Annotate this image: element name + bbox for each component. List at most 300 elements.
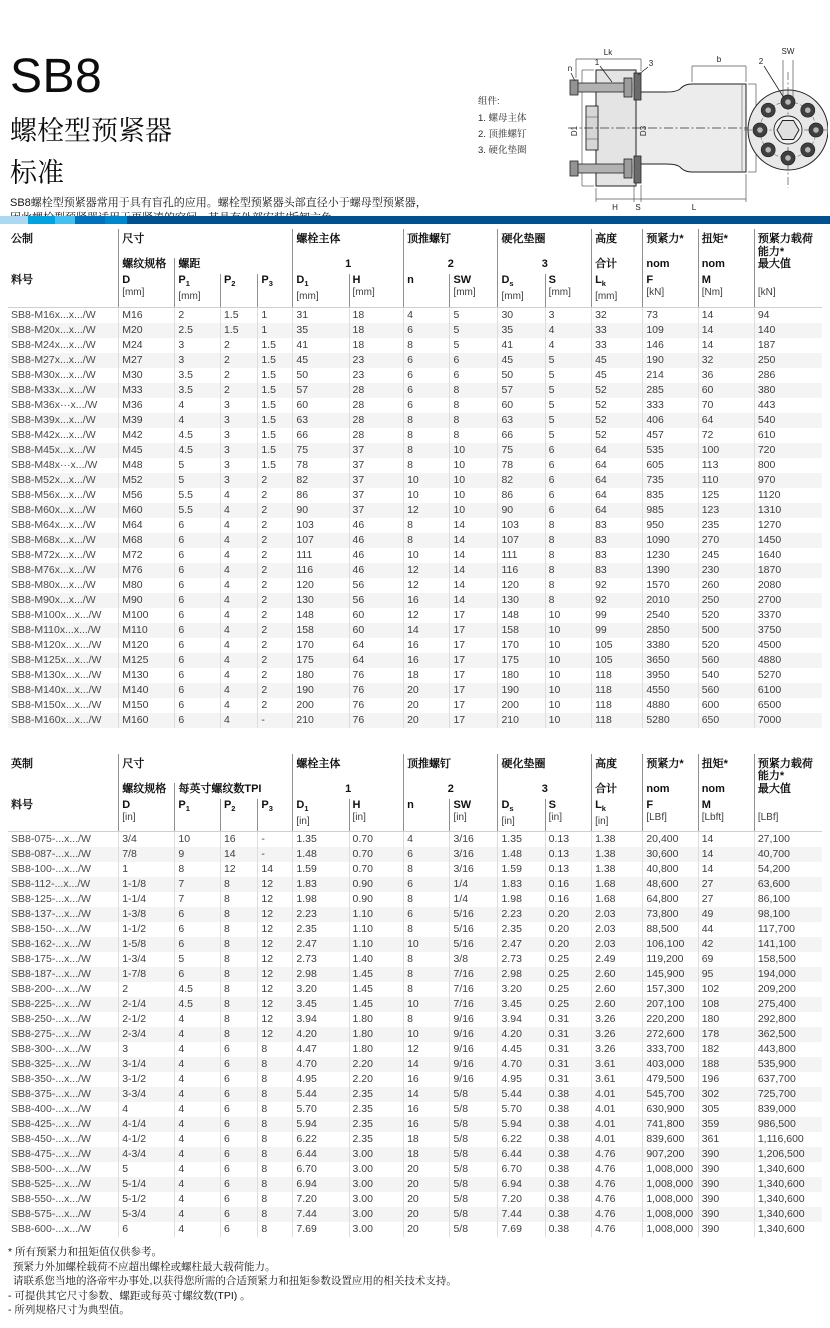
data-cell: 8 <box>404 982 450 997</box>
data-cell: 5/16 <box>450 907 498 922</box>
footnote-line: - 所列规格尺寸为典型值。 <box>8 1304 130 1316</box>
table-row <box>8 307 822 323</box>
data-cell: 60 <box>293 398 349 413</box>
data-cell: 14 <box>450 578 498 593</box>
data-cell: 20 <box>404 1222 450 1237</box>
data-cell: M100 <box>119 608 175 623</box>
data-cell: M150 <box>119 698 175 713</box>
data-cell: 170 <box>498 638 545 653</box>
data-cell: 182 <box>698 1042 754 1057</box>
data-cell: 4 <box>175 413 221 428</box>
data-cell: 3 <box>220 398 257 413</box>
data-cell: 118 <box>592 713 643 728</box>
data-cell: 9/16 <box>450 1027 498 1042</box>
data-cell: 17 <box>450 683 498 698</box>
data-cell: 72 <box>698 428 754 443</box>
data-cell: 2.47 <box>498 937 545 952</box>
data-cell: 5 <box>545 413 591 428</box>
data-cell: 10 <box>545 713 591 728</box>
data-cell: 1.38 <box>592 832 643 848</box>
data-cell: 17 <box>450 623 498 638</box>
part-number-cell: SB8-125-...x.../W <box>11 893 91 905</box>
part-number-cell: SB8-M16x...x.../W <box>11 308 96 321</box>
column-subheader: 最大值 <box>754 258 822 274</box>
data-cell: 4880 <box>643 698 698 713</box>
data-cell: 2010 <box>643 593 698 608</box>
table-row <box>8 428 822 443</box>
data-cell: 2700 <box>754 593 822 608</box>
column-header <box>175 799 221 832</box>
data-cell: 4.01 <box>592 1087 643 1102</box>
data-cell: 6.22 <box>293 1132 349 1147</box>
table-row <box>8 862 822 877</box>
data-cell: 272,600 <box>643 1027 698 1042</box>
table-row <box>8 877 822 892</box>
data-cell: 37 <box>349 503 404 518</box>
data-cell: 118 <box>592 683 643 698</box>
column-symbol: S <box>548 798 557 811</box>
data-cell: 5.70 <box>293 1102 349 1117</box>
data-cell: 8 <box>545 518 591 533</box>
data-cell: 6 <box>220 1102 257 1117</box>
data-cell: 187 <box>754 338 822 353</box>
data-cell: 10 <box>450 503 498 518</box>
data-cell: 4 <box>175 1177 221 1192</box>
data-cell: 6 <box>220 1132 257 1147</box>
data-cell: 4 <box>175 1027 221 1042</box>
data-cell: 6 <box>175 608 221 623</box>
part-number-cell: SB8-M45x...x.../W <box>11 443 96 456</box>
data-cell: 8 <box>450 398 498 413</box>
data-cell: 3 <box>545 307 591 323</box>
dim-label-n: n <box>567 64 573 73</box>
data-cell: 98,100 <box>754 907 822 922</box>
column-unit: [in] <box>352 811 366 823</box>
data-cell: 10 <box>545 608 591 623</box>
data-cell: 5 <box>175 473 221 488</box>
part-number-cell: SB8-M42x...x.../W <box>11 428 96 441</box>
data-cell: 2.5 <box>175 323 221 338</box>
column-header <box>754 274 822 307</box>
data-cell: 0.20 <box>545 922 591 937</box>
data-cell: 75 <box>293 443 349 458</box>
table-row <box>8 653 822 668</box>
column-group-header: 尺寸 <box>119 754 293 783</box>
data-cell: 6 <box>175 967 221 982</box>
column-unit <box>224 816 254 827</box>
data-cell: 1.38 <box>592 862 643 877</box>
data-cell: 8 <box>220 982 257 997</box>
data-cell: 8 <box>258 1222 293 1237</box>
data-cell: 14 <box>698 323 754 338</box>
data-cell: 2.60 <box>592 982 643 997</box>
column-group-header: 硬化垫圈 <box>498 754 592 783</box>
data-cell: 535,900 <box>754 1057 822 1072</box>
data-cell: 64 <box>592 443 643 458</box>
data-cell: 4 <box>220 548 257 563</box>
column-header <box>643 799 698 832</box>
column-group-header: 硬化垫圈 <box>498 229 592 258</box>
data-cell: 140 <box>754 323 822 338</box>
data-cell: 8 <box>258 1177 293 1192</box>
data-cell: 333 <box>643 398 698 413</box>
part-header-label: 料号 <box>11 798 33 811</box>
column-unit: [in] <box>595 815 609 827</box>
table-row <box>8 1072 822 1087</box>
data-cell: 1/4 <box>450 892 498 907</box>
column-symbol: M <box>701 274 711 286</box>
table-row <box>8 623 822 638</box>
data-cell: 1.98 <box>293 892 349 907</box>
data-cell: 9/16 <box>450 1057 498 1072</box>
column-symbol <box>758 274 819 286</box>
data-cell: 1,008,000 <box>643 1162 698 1177</box>
data-cell: 6 <box>220 1057 257 1072</box>
dim-label-lk: Lk <box>603 48 613 57</box>
data-cell: 180 <box>498 668 545 683</box>
data-cell: - <box>258 847 293 862</box>
data-cell: 6 <box>175 713 221 728</box>
data-cell: 49 <box>698 907 754 922</box>
data-cell: 12 <box>404 563 450 578</box>
product-subtitle: 螺栓型预紧器 <box>10 116 172 147</box>
column-symbol: $P_3$ <box>261 274 273 289</box>
data-cell: 1.59 <box>293 862 349 877</box>
dim-b <box>692 66 746 82</box>
part-number-cell: SB8-M68x...x.../W <box>11 533 96 546</box>
data-cell: 4.76 <box>592 1192 643 1207</box>
column-unit: [in] <box>453 811 467 823</box>
table-body <box>8 307 822 728</box>
data-cell: 741,800 <box>643 1117 698 1132</box>
data-cell: 4.20 <box>498 1027 545 1042</box>
part-number-cell: SB8-325-...x.../W <box>11 1058 91 1070</box>
data-cell: 235 <box>698 518 754 533</box>
data-cell: 1.80 <box>349 1012 404 1027</box>
data-cell: 14 <box>404 623 450 638</box>
data-cell: 6 <box>404 398 450 413</box>
data-cell: M76 <box>119 563 175 578</box>
data-cell: 5.5 <box>175 503 221 518</box>
data-cell: M45 <box>119 443 175 458</box>
data-cell: 302 <box>698 1087 754 1102</box>
data-cell: 180 <box>293 668 349 683</box>
data-cell: 6100 <box>754 683 822 698</box>
dim-label-sw: SW <box>781 47 795 56</box>
table-header <box>8 229 822 307</box>
data-cell: 103 <box>293 518 349 533</box>
data-cell: 3/16 <box>450 862 498 877</box>
data-cell: 14 <box>404 1087 450 1102</box>
data-cell: 2 <box>258 638 293 653</box>
column-subheader: nom <box>698 783 754 799</box>
table-row <box>8 1147 822 1162</box>
data-cell: 52 <box>592 428 643 443</box>
data-cell: 37 <box>349 458 404 473</box>
data-cell: 3 <box>220 443 257 458</box>
data-cell: 8 <box>220 907 257 922</box>
data-cell: 3 <box>220 473 257 488</box>
region-title: 英制 <box>11 757 33 770</box>
column-symbol <box>758 799 819 811</box>
data-cell: 0.38 <box>545 1132 591 1147</box>
data-cell: 390 <box>698 1222 754 1237</box>
part-number-cell: SB8-M100x...x.../W <box>11 608 102 621</box>
column-symbol: $L_k$ <box>595 274 606 289</box>
part-number-cell: SB8-250-...x.../W <box>11 1013 91 1025</box>
data-cell: 443,800 <box>754 1042 822 1057</box>
diagram-ref-marker: 1 <box>293 258 404 274</box>
data-cell: 5/8 <box>450 1132 498 1147</box>
data-cell: 100 <box>698 443 754 458</box>
column-subheader: 螺纹规格 <box>119 783 175 799</box>
data-cell: 37 <box>349 488 404 503</box>
data-cell: 18 <box>349 338 404 353</box>
content-area <box>8 229 822 1318</box>
data-cell: 10 <box>545 698 591 713</box>
data-cell: 1.5 <box>258 338 293 353</box>
data-cell: 2.98 <box>498 967 545 982</box>
data-cell: 107 <box>293 533 349 548</box>
data-cell: 4.76 <box>592 1222 643 1237</box>
column-unit: [LBf] <box>646 811 667 823</box>
data-cell: 3650 <box>643 653 698 668</box>
data-cell: 1.10 <box>349 922 404 937</box>
data-cell: 7/16 <box>450 982 498 997</box>
data-cell: 6 <box>220 1147 257 1162</box>
data-cell: 4 <box>404 832 450 848</box>
data-cell: 4.76 <box>592 1207 643 1222</box>
data-cell: 5 <box>545 353 591 368</box>
column-symbol: $D_s$ <box>501 798 514 813</box>
table-row <box>8 578 822 593</box>
accent-bar-segment <box>28 216 55 224</box>
data-cell: 250 <box>698 593 754 608</box>
column-header <box>545 274 591 307</box>
region-title: 公制 <box>11 233 33 245</box>
data-cell: 1.80 <box>349 1027 404 1042</box>
column-header <box>349 274 404 307</box>
data-cell: 76 <box>349 713 404 728</box>
table-row <box>8 353 822 368</box>
part-number-cell: SB8-150-...x.../W <box>11 923 91 935</box>
data-cell: 6.70 <box>293 1162 349 1177</box>
data-cell: 7.20 <box>498 1192 545 1207</box>
column-unit: [kN] <box>757 287 776 298</box>
footnote-line: - 可提供其它尺寸参数、螺距或每英寸螺纹数(TPI) 。 <box>8 1289 251 1302</box>
data-cell: 4 <box>175 1072 221 1087</box>
data-cell: 18 <box>349 323 404 338</box>
data-cell: 8 <box>545 563 591 578</box>
data-cell: 2 <box>258 683 293 698</box>
data-cell: 17 <box>450 638 498 653</box>
data-cell: 3.20 <box>293 982 349 997</box>
data-cell: 4 <box>175 1147 221 1162</box>
data-cell: 7/16 <box>450 967 498 982</box>
data-cell: 3.00 <box>349 1222 404 1237</box>
data-cell: 1-7/8 <box>119 967 175 982</box>
data-cell: 1.5 <box>258 353 293 368</box>
data-cell: 2540 <box>643 608 698 623</box>
column-unit <box>261 816 289 827</box>
data-cell: M72 <box>119 548 175 563</box>
data-cell: 8 <box>404 443 450 458</box>
data-cell: 32 <box>698 353 754 368</box>
data-cell: 31 <box>293 307 349 323</box>
data-cell: 5/8 <box>450 1147 498 1162</box>
data-cell: 32 <box>592 307 643 323</box>
data-cell: 8 <box>545 578 591 593</box>
data-cell: 18 <box>404 1132 450 1147</box>
data-cell: 3.00 <box>349 1192 404 1207</box>
data-cell: 63,600 <box>754 877 822 892</box>
data-cell: 6500 <box>754 698 822 713</box>
column-subheader: 合计 <box>592 783 643 799</box>
data-cell: 14 <box>450 563 498 578</box>
data-cell: 0.90 <box>349 892 404 907</box>
data-cell: 1.35 <box>498 832 545 848</box>
data-cell: 2.35 <box>349 1102 404 1117</box>
column-header <box>698 799 754 832</box>
data-cell: 4 <box>175 1102 221 1117</box>
data-cell: 57 <box>293 383 349 398</box>
data-cell: 20 <box>404 683 450 698</box>
data-cell: 0.90 <box>349 877 404 892</box>
data-cell: 107 <box>498 533 545 548</box>
data-cell: 985 <box>643 503 698 518</box>
data-cell: 63 <box>498 413 545 428</box>
data-cell: 5 <box>175 458 221 473</box>
data-cell: 64 <box>592 473 643 488</box>
data-cell: 40,800 <box>643 862 698 877</box>
legend-title: 组件: <box>478 96 500 107</box>
part-number-cell: SB8-550-...x.../W <box>11 1193 91 1205</box>
data-cell: 7/8 <box>119 847 175 862</box>
data-cell: 7.44 <box>498 1207 545 1222</box>
data-cell: 1.5 <box>220 323 257 338</box>
data-cell: 12 <box>404 608 450 623</box>
table-row <box>8 713 822 728</box>
data-cell: 6 <box>175 907 221 922</box>
data-cell: 390 <box>698 1147 754 1162</box>
column-symbol: $P_3$ <box>261 798 273 813</box>
table-row <box>8 698 822 713</box>
data-cell: 3.45 <box>293 997 349 1012</box>
data-cell: 78 <box>293 458 349 473</box>
data-cell: 5/8 <box>450 1087 498 1102</box>
data-cell: 12 <box>258 952 293 967</box>
data-cell: 64 <box>592 488 643 503</box>
data-cell: 5 <box>450 338 498 353</box>
data-cell: M160 <box>119 713 175 728</box>
data-cell: 14 <box>450 548 498 563</box>
data-cell: 4 <box>220 518 257 533</box>
data-cell: 37 <box>349 473 404 488</box>
data-cell: 1.5 <box>258 443 293 458</box>
part-number-cell: SB8-M160x...x.../W <box>11 713 102 726</box>
data-cell: 18 <box>404 668 450 683</box>
data-cell: 6 <box>404 368 450 383</box>
table-row <box>8 548 822 563</box>
data-cell: 3-3/4 <box>119 1087 175 1102</box>
data-cell: 102 <box>698 982 754 997</box>
data-cell: 1.45 <box>349 982 404 997</box>
data-cell: 4 <box>220 578 257 593</box>
part-number-cell: SB8-350-...x.../W <box>11 1073 91 1085</box>
data-cell: 4.5 <box>175 443 221 458</box>
data-cell: 10 <box>404 1027 450 1042</box>
part-number-cell: SB8-375-...x.../W <box>11 1088 91 1100</box>
data-cell: 1/4 <box>450 877 498 892</box>
column-group-header: 预紧力载荷能力* <box>754 229 822 258</box>
data-cell: 390 <box>698 1162 754 1177</box>
table-row <box>8 443 822 458</box>
data-cell: 6 <box>175 683 221 698</box>
data-cell: 3.5 <box>175 383 221 398</box>
column-header <box>119 274 175 307</box>
center-hex <box>777 121 799 140</box>
data-cell: 835 <box>643 488 698 503</box>
dim-label-d3: D3 <box>639 125 648 137</box>
column-symbol: H <box>352 274 361 286</box>
column-symbol: $D_1$ <box>296 798 309 813</box>
data-cell: 8 <box>545 548 591 563</box>
data-cell: 2.23 <box>293 907 349 922</box>
data-cell: 270 <box>698 533 754 548</box>
data-cell: 8 <box>404 862 450 877</box>
column-symbol: $L_k$ <box>595 798 606 813</box>
data-cell: 403,000 <box>643 1057 698 1072</box>
data-cell: 986,500 <box>754 1117 822 1132</box>
data-cell: 123 <box>698 503 754 518</box>
data-cell: 18 <box>404 1147 450 1162</box>
accent-bar-segment <box>55 216 75 224</box>
accent-bar-segment <box>127 216 830 224</box>
column-group-header: 尺寸 <box>119 229 293 258</box>
description-line: SB8螺栓型预紧器常用于具有盲孔的应用。螺栓型预紧器头部直径小于螺母型预紧器， <box>10 197 427 210</box>
data-cell: 105 <box>592 638 643 653</box>
front-view <box>744 47 828 188</box>
data-cell: 4 <box>175 1087 221 1102</box>
part-number-cell: SB8-162-...x.../W <box>11 938 91 950</box>
data-cell: 12 <box>258 982 293 997</box>
data-cell: 60 <box>349 608 404 623</box>
data-cell: 406 <box>643 413 698 428</box>
data-cell: 4 <box>220 488 257 503</box>
column-unit <box>178 816 217 827</box>
data-cell: 3 <box>175 353 221 368</box>
data-cell: 4.76 <box>592 1147 643 1162</box>
data-cell: 6 <box>450 353 498 368</box>
data-cell: 12 <box>258 997 293 1012</box>
data-cell: 14 <box>698 832 754 848</box>
data-cell: 12 <box>258 937 293 952</box>
data-cell: 8 <box>258 1057 293 1072</box>
data-cell: 5.44 <box>498 1087 545 1102</box>
data-cell: 1,340,600 <box>754 1207 822 1222</box>
data-cell: 4 <box>175 1057 221 1072</box>
column-subheader: 每英寸螺纹数TPI <box>175 783 293 799</box>
data-cell: 1,008,000 <box>643 1192 698 1207</box>
part-column-header <box>8 274 119 307</box>
column-symbol: S <box>548 274 557 286</box>
part-number-cell: SB8-M56x...x.../W <box>11 488 96 501</box>
table-row <box>8 1102 822 1117</box>
data-cell: M52 <box>119 473 175 488</box>
data-cell: 6 <box>545 473 591 488</box>
data-cell: 8 <box>258 1192 293 1207</box>
data-cell: 76 <box>349 683 404 698</box>
